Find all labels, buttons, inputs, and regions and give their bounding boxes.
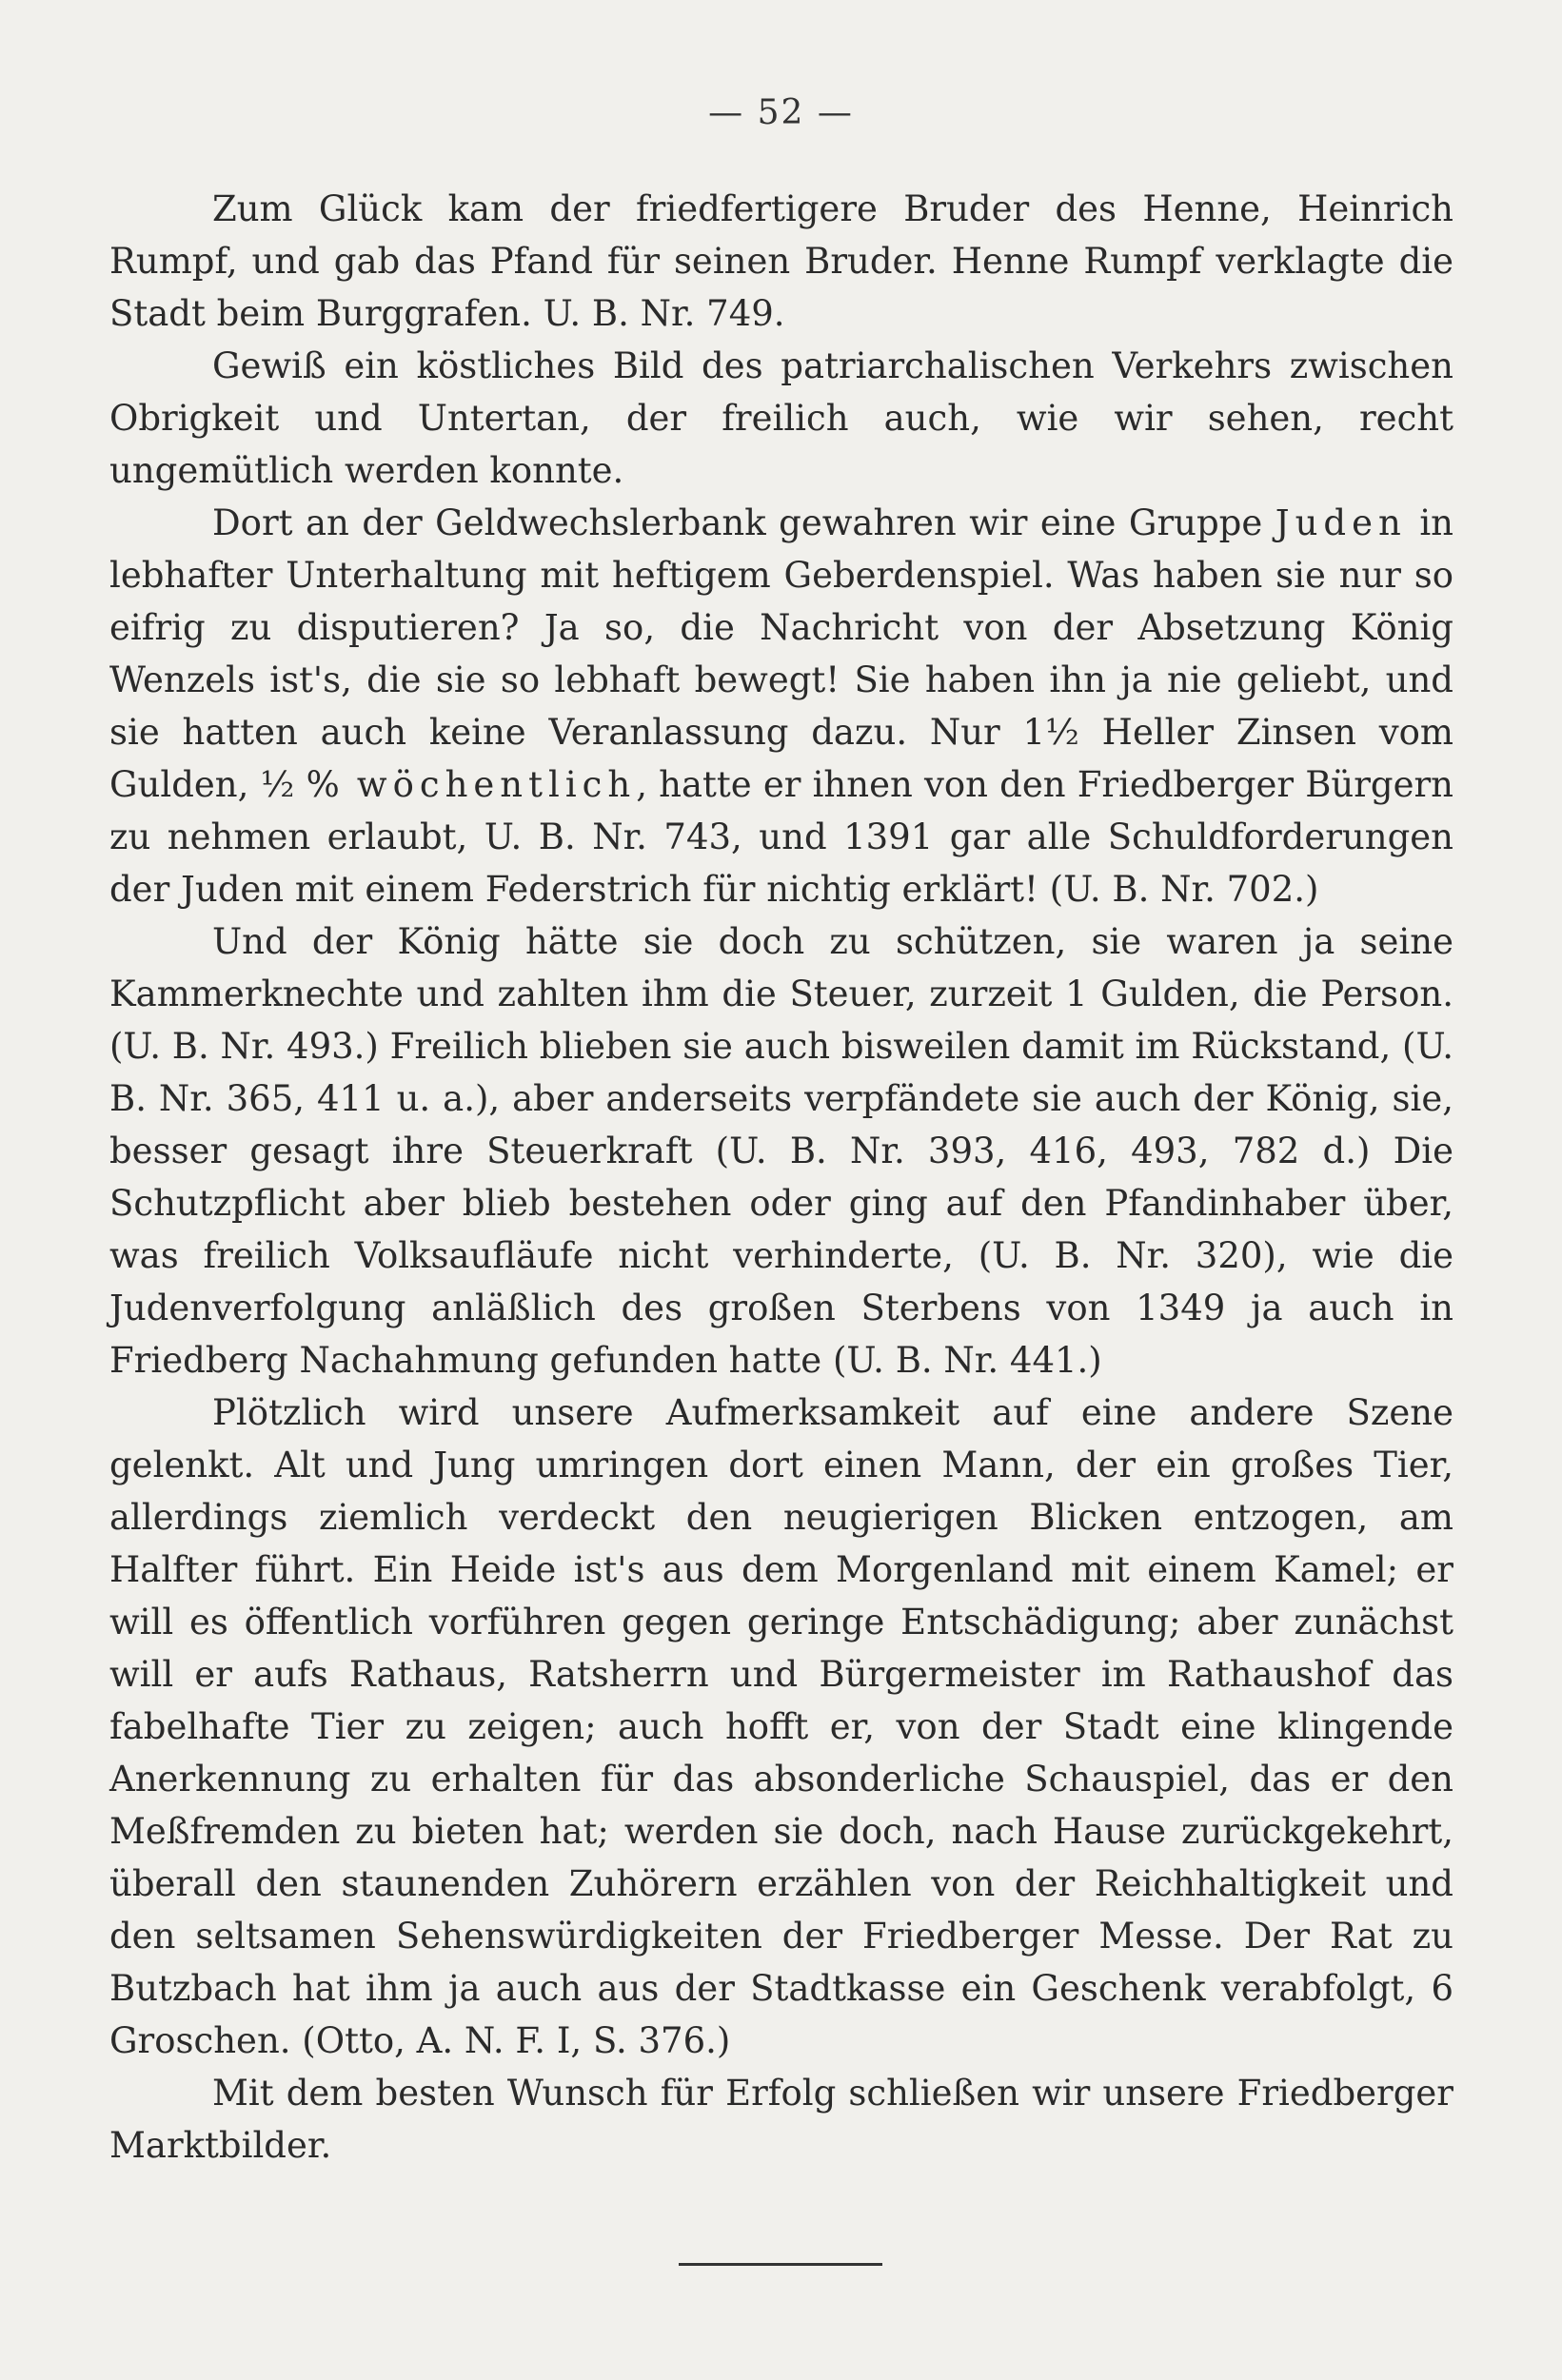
spaced-word-juden: Juden xyxy=(1275,502,1407,543)
paragraph-3 xyxy=(109,497,1453,915)
page-number: — 52 — xyxy=(708,93,854,132)
paragraph-5: Plötzlich wird unsere Aufmerksamkeit auf eine andere Szene gelenkt. Alt und Jung umringen dort einen Mann, der ein großes Tier, allerdings ziemlich verdeckt den neugierigen Blicken entzogen, am Halfter führt. Ein Heide ist's aus dem Morgenland mit einem Kamel; er will es öffentlich vorführen gegen geringe Entschädigung; aber zunächst will er aufs Rathaus, Ratsherrn und Bürgermeister im Rathaushof das fabelhafte Tier zu zeigen; auch hofft er, von der Stadt eine klingende Anerkennung zu erhalten für das absonderliche Schauspiel, das er den Meßfremden zu bieten hat; werden sie doch, nach Hause zurückgekehrt, überall den staunenden Zuhörern erzählen von der Reichhaltigkeit und den seltsamen Sehenswürdigkeiten der Friedberger Messe. Der Rat zu Butzbach hat ihm ja auch aus der Stadtkasse ein Geschenk verabfolgt, 6 Groschen. (Otto, A. N. F. I, S. 376.) xyxy=(109,1392,1453,2061)
paragraph-4: Und der König hätte sie doch zu schützen, sie waren ja seine Kammerknechte und zahlten ihm die Steuer, zurzeit 1 Gulden, die Person. (U. B. Nr. 493.) Freilich blieben sie auch bisweilen damit im Rückstand, (U. B. Nr. 365, 411 u. a.), aber anderseits verpfändete sie auch der König, sie, besser gesagt ihre Steuerkraft (U. B. Nr. 393, 416, 493, 782 d.) Die Schutzpflicht aber blieb bestehen oder ging auf den Pfandinhaber über, was freilich Volksaufläufe nicht verhinderte, (U. B. Nr. 320), wie die Judenverfolgung anläßlich des großen Sterbens von 1349 ja auch in Friedberg Nachahmung gefunden hatte (U. B. Nr. 441.) xyxy=(109,921,1453,1381)
spaced-word-woechentlich: wöchentlich xyxy=(339,764,637,805)
paragraph-3-part-1: Dort an der Geldwechslerbank gewahren wir eine Gruppe xyxy=(212,502,1275,543)
paragraph-3-part-3: , hatte er ihnen von den Friedberger Bürgern zu nehmen erlaubt, U. B. Nr. 743, und 1391 gar alle Schuldforderungen der Juden mit einem Federstrich für nichtig erklärt! (U. B. Nr. 702.) xyxy=(109,764,1454,910)
paragraph-3-part-2: in lebhafter Unterhaltung mit heftigem Geberdenspiel. Was haben sie nur so eifrig zu disputieren? Ja so, die Nachricht von der Absetzung König Wenzels ist's, die sie so lebhaft bewegt! Sie haben ihn ja nie geliebt, und sie hatten auch keine Veranlassung dazu. Nur 1½ Heller Zinsen vom Gulden, ½ % xyxy=(109,502,1453,805)
body-text xyxy=(109,183,1453,2172)
end-rule-divider xyxy=(679,2263,882,2266)
paragraph-6: Mit dem besten Wunsch für Erfolg schließen wir unsere Friedberger Marktbilder. xyxy=(109,2073,1453,2166)
paragraph-2: Gewiß ein köstliches Bild des patriarchalischen Verkehrs zwischen Obrigkeit und Untertan, der freilich auch, wie wir sehen, recht ungemütlich werden konnte. xyxy=(109,345,1453,491)
paragraph-1: Zum Glück kam der friedfertigere Bruder des Henne, Heinrich Rumpf, und gab das Pfand für seinen Bruder. Henne Rumpf verklagte die Stadt beim Burggrafen. U. B. Nr. 749. xyxy=(109,188,1453,334)
